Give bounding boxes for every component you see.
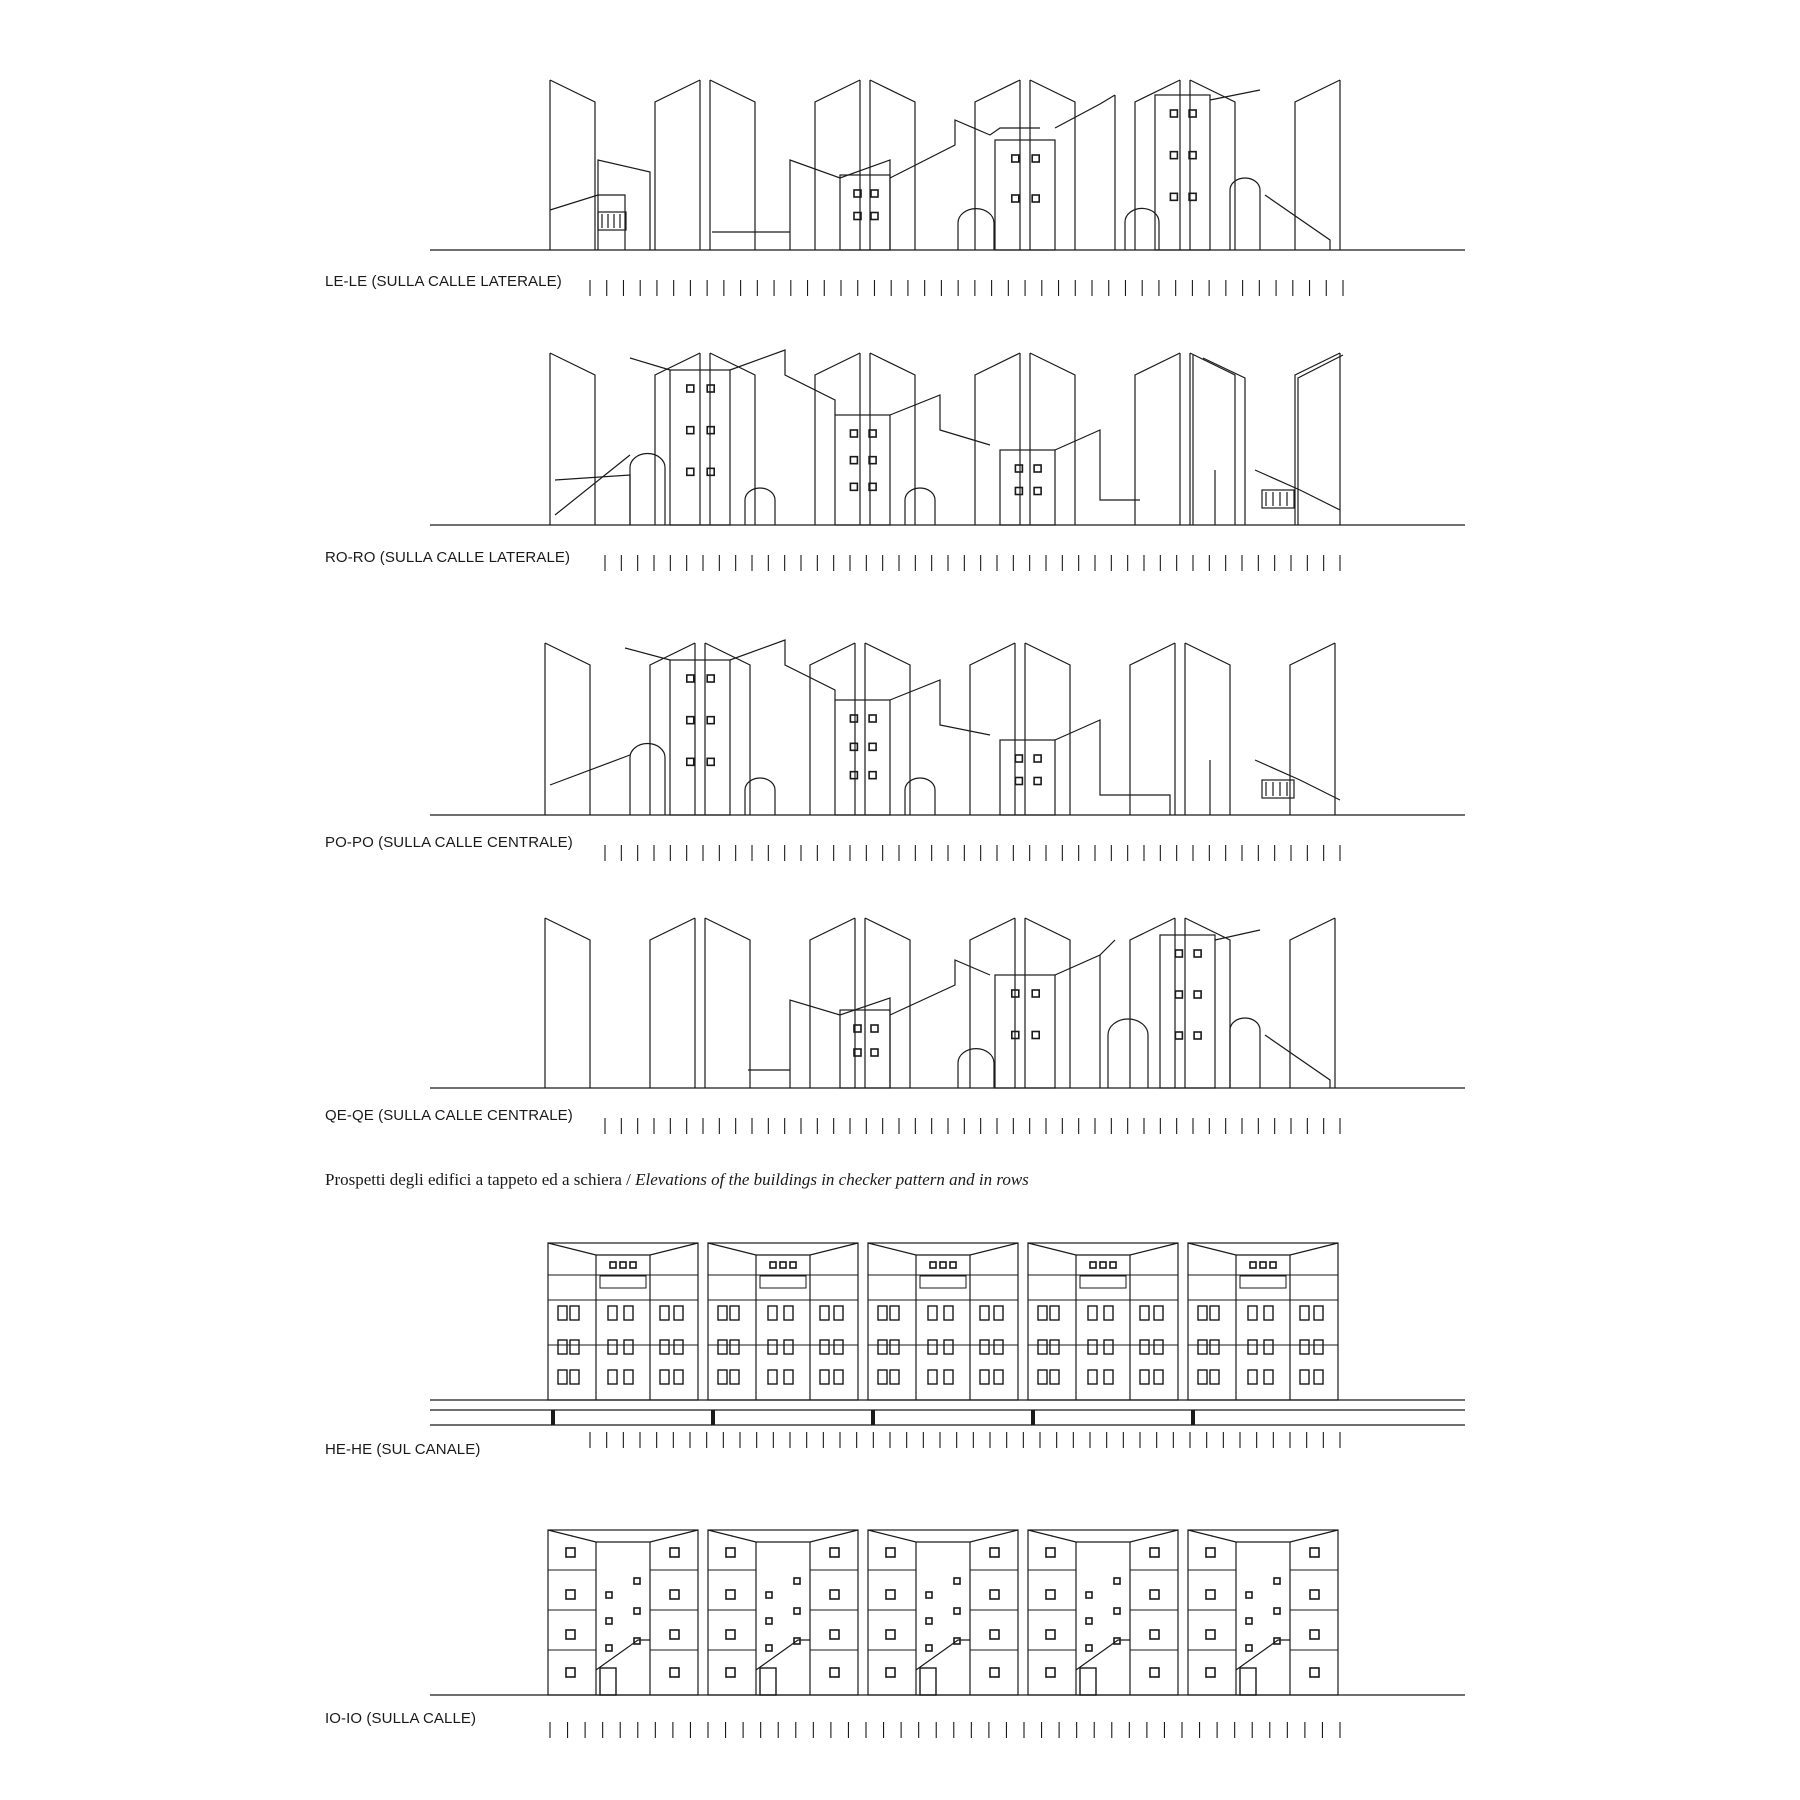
caption-english: Elevations of the buildings in checker pattern and in rows [635,1170,1029,1189]
elevation-he-he-drawing [430,1243,1465,1448]
elevation-qe-qe-drawing [430,918,1465,1134]
elevation-le-le-drawing [430,80,1465,296]
elevation-io-io-drawing [430,1530,1465,1738]
elevation-label-qe-qe: QE-QE (SULLA CALLE CENTRALE) [325,1107,573,1124]
elevation-po-po-drawing [430,640,1465,861]
elevation-label-io-io: IO-IO (SULLA CALLE) [325,1710,477,1727]
figure-caption [325,1170,1029,1190]
elevation-label-po-po: PO-PO (SULLA CALLE CENTRALE) [325,834,573,851]
caption-italian: Prospetti degli edifici a tappeto ed a schiera / [325,1170,631,1189]
elevation-ro-ro-drawing [430,350,1465,571]
elevation-label-he-he: HE-HE (SUL CANALE) [325,1441,481,1458]
elevation-label-ro-ro: RO-RO (SULLA CALLE LATERALE) [325,549,571,566]
elevation-label-le-le: LE-LE (SULLA CALLE LATERALE) [325,273,562,290]
